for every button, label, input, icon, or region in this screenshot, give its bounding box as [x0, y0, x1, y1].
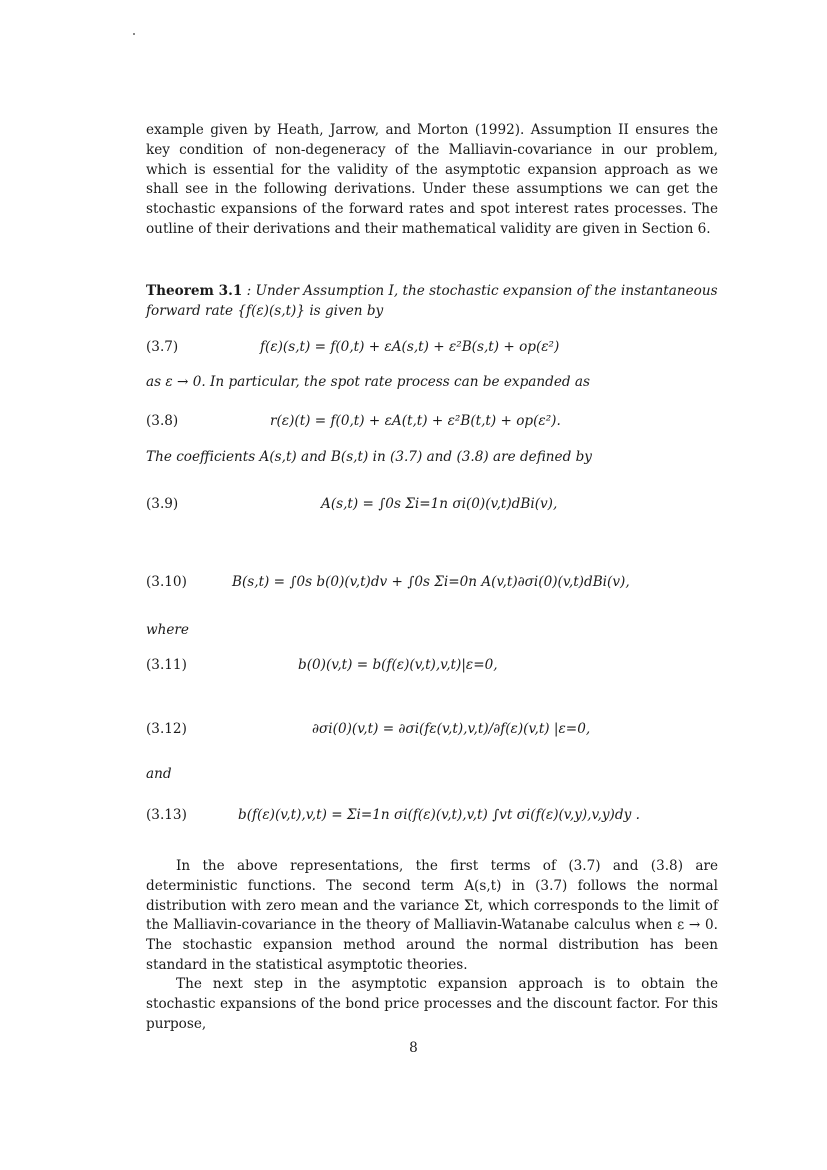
theorem-statement: : Under Assumption I, the stochastic expansion of the instantaneous forward rate {f(ε)(s,t)} is given by [146, 283, 718, 319]
paragraph-next-step: The next step in the asymptotic expansion approach is to obtain the stochastic expansions of the bond price processes and the discount factor. For this purpose, [146, 976, 718, 1032]
equation-number: (3.11) [146, 657, 187, 673]
text-and: and [146, 766, 172, 782]
theorem-heading: Theorem 3.1 [146, 283, 243, 299]
equation-number: (3.8) [146, 413, 179, 429]
paragraph-representations: In the above representations, the first terms of (3.7) and (3.8) are deterministic functions. The second term A(s,t) in (3.7) follows the normal distribution with zero mean and the variance Σt, which corresponds to the limit of the Malliavin-covariance in the theory of Malliavin-Watanabe calculus when ε → 0. The stochastic expansion method around the normal distribution has been standard in the statistical asymptotic theories. [146, 858, 718, 973]
paragraph-intro: example given by Heath, Jarrow, and Morton (1992). Assumption II ensures the key condition of non-degeneracy of the Malliavin-covariance in our problem, which is essential for the validity of the asymptotic expansion approach as we shall see in the following derivations. Under these assumptions we can get the stochastic expansions of the forward rates and spot interest rates processes. The outline of their derivations and their mathematical validity are given in Section 6. [146, 122, 718, 237]
equation-3-7 [146, 339, 718, 359]
equation-body: ∂σi(0)(v,t) = ∂σi(fε(v,t),v,t)/∂f(ε)(v,t) |ε=0, [312, 721, 591, 737]
equation-number: (3.10) [146, 574, 187, 590]
equation-number: (3.13) [146, 807, 187, 823]
text-coefficients: The coefficients A(s,t) and B(s,t) in (3.7) and (3.8) are defined by [146, 449, 592, 465]
page-number: 8 [409, 1040, 418, 1056]
equation-number: (3.7) [146, 339, 179, 355]
equation-body: f(ε)(s,t) = f(0,t) + εA(s,t) + ε²B(s,t) + op(ε²) [260, 339, 560, 355]
scan-speck [133, 33, 135, 35]
text-as-epsilon: as ε → 0. In particular, the spot rate process can be expanded as [146, 374, 591, 390]
equation-body: b(0)(v,t) = b(f(ε)(v,t),v,t)|ε=0, [298, 657, 498, 673]
equation-number: (3.12) [146, 721, 187, 737]
equation-body: r(ε)(t) = f(0,t) + εA(t,t) + ε²B(t,t) + op(ε²). [270, 413, 561, 429]
equation-3-11 [146, 657, 718, 677]
equation-3-12 [146, 721, 718, 741]
equation-number: (3.9) [146, 496, 179, 512]
text-where: where [146, 622, 189, 638]
equation-3-8 [146, 413, 718, 433]
equation-3-9 [146, 496, 718, 516]
theorem-3-1 [146, 282, 718, 322]
equation-body: B(s,t) = ∫0s b(0)(v,t)dv + ∫0s Σi=0n A(v,t)∂σi(0)(v,t)dBi(v), [232, 574, 630, 590]
equation-body: A(s,t) = ∫0s Σi=1n σi(0)(v,t)dBi(v), [321, 496, 558, 512]
equation-body: b(f(ε)(v,t),v,t) = Σi=1n σi(f(ε)(v,t),v,t) ∫vt σi(f(ε)(v,y),v,y)dy . [238, 807, 640, 823]
equation-3-13 [146, 807, 718, 827]
equation-3-10 [146, 574, 718, 594]
